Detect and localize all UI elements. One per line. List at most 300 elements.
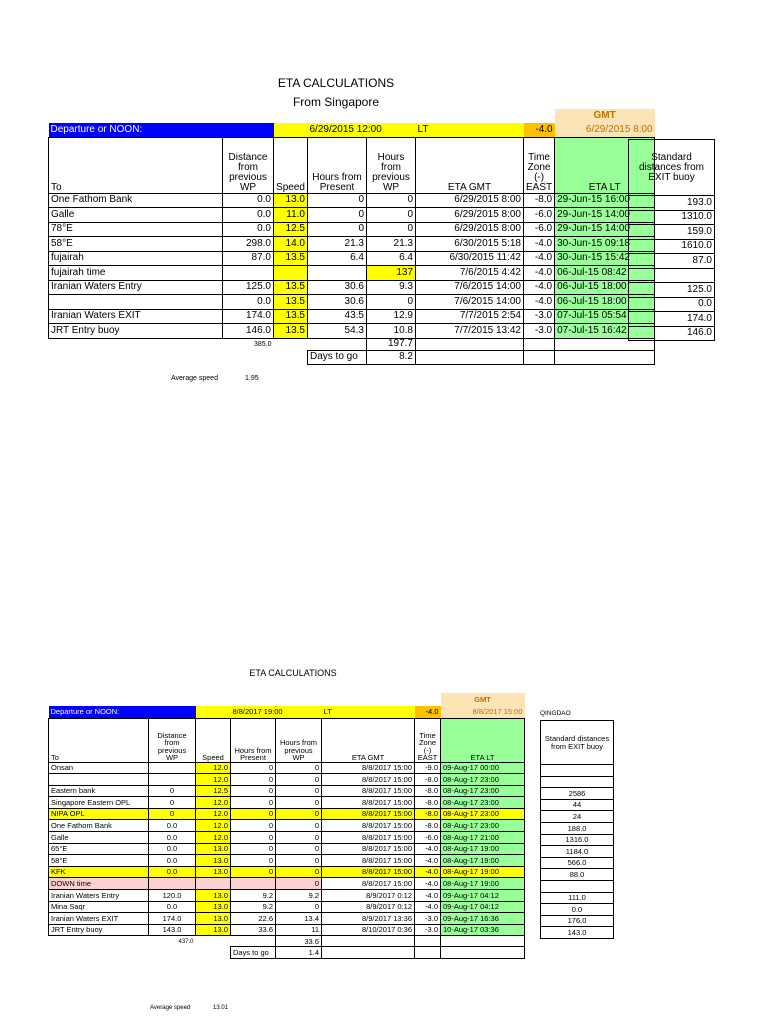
- eta-gmt-cell: 8/8/2017 15:00: [322, 843, 415, 855]
- table-row: [49, 878, 525, 890]
- timezone-cell[interactable]: -9.0: [415, 762, 441, 774]
- speed-cell[interactable]: 14.0: [274, 237, 308, 252]
- hours-wp-cell: 0: [276, 843, 322, 855]
- table-row: [49, 324, 655, 339]
- hours-present-cell: 21.3: [308, 237, 367, 252]
- s2-days-label: Days to go: [231, 947, 276, 959]
- speed-cell[interactable]: 12.0: [196, 832, 231, 844]
- distance-cell[interactable]: 146.0: [223, 324, 274, 339]
- distance-cell[interactable]: [149, 878, 196, 890]
- s2-lt-label: LT: [322, 706, 415, 718]
- waypoint-name[interactable]: [49, 774, 149, 786]
- hours-present-cell: 0: [231, 762, 276, 774]
- s1-departure-tz[interactable]: -4.0: [524, 123, 555, 137]
- hours-wp-cell: 0: [276, 762, 322, 774]
- timezone-cell[interactable]: -4.0: [415, 866, 441, 878]
- s2-col-distance: Distance from previous WP: [149, 718, 196, 762]
- distance-cell[interactable]: [149, 774, 196, 786]
- std-distance-cell[interactable]: 44: [541, 799, 614, 811]
- s1-average-speed-label: Average speed: [171, 375, 218, 382]
- speed-cell[interactable]: 13.5: [274, 295, 308, 310]
- eta-lt-cell: 06-Jul-15 18:00: [555, 280, 655, 295]
- distance-cell[interactable]: 143.0: [149, 924, 196, 936]
- s2-std-header: Standard distances from EXIT buoy: [541, 721, 614, 765]
- s1-col-hours-wp: Hours from previous WP: [367, 137, 416, 193]
- s1-col-eta-lt: ETA LT: [555, 137, 655, 193]
- hours-wp-cell: 0: [276, 855, 322, 867]
- hours-wp-cell: 9.2: [276, 890, 322, 902]
- table-row: [49, 808, 525, 820]
- table-row: [49, 251, 655, 266]
- hours-present-cell: 0: [231, 808, 276, 820]
- distance-cell[interactable]: 0.0: [149, 820, 196, 832]
- hours-wp-cell: 0: [367, 193, 416, 208]
- eta-lt-cell: 29-Jun-15 16:00: [555, 193, 655, 208]
- std-distance-cell[interactable]: 176.0: [541, 915, 614, 927]
- std-distance-cell[interactable]: 159.0: [629, 225, 715, 240]
- eta-gmt-cell: 6/29/2015 8:00: [416, 208, 524, 223]
- s1-std-header: Standard distances from EXIT buoy: [629, 140, 715, 196]
- timezone-cell[interactable]: -4.0: [524, 251, 555, 266]
- eta-gmt-cell: 8/9/2017 13:36: [322, 913, 415, 925]
- eta-gmt-cell: 7/6/2015 14:00: [416, 295, 524, 310]
- timezone-cell[interactable]: -6.0: [524, 208, 555, 223]
- timezone-cell[interactable]: -4.0: [415, 843, 441, 855]
- table-row: [49, 774, 525, 786]
- hours-wp-cell: 0: [276, 901, 322, 913]
- hours-wp-cell[interactable]: 137: [367, 266, 416, 281]
- hours-present-cell: [308, 266, 367, 281]
- table-row: [49, 913, 525, 925]
- eta-lt-cell: 29-Jun-15 14:00: [555, 208, 655, 223]
- timezone-cell[interactable]: -4.0: [415, 890, 441, 902]
- s1-col-to: To: [49, 137, 223, 193]
- speed-cell[interactable]: 12.5: [196, 785, 231, 797]
- s2-average-speed: 13.01: [213, 1005, 229, 1011]
- std-distance-cell[interactable]: 174.0: [629, 312, 715, 327]
- s2-col-hours-present: Hours from Present: [231, 718, 276, 762]
- speed-cell[interactable]: 12.0: [196, 820, 231, 832]
- hours-present-cell: 0: [231, 843, 276, 855]
- timezone-cell[interactable]: -8.0: [415, 785, 441, 797]
- hours-present-cell: 30.6: [308, 295, 367, 310]
- hours-wp-cell: 0: [276, 832, 322, 844]
- distance-cell[interactable]: [223, 266, 274, 281]
- eta-gmt-cell: 6/30/2015 11:42: [416, 251, 524, 266]
- s1-subtitle: From Singapore: [292, 95, 380, 109]
- s2-departure-label: Departure or NOON:: [49, 706, 149, 718]
- s2-days-to-go: 1.4: [276, 947, 322, 959]
- hours-present-cell: 22.6: [231, 913, 276, 925]
- s1-eta-table: [48, 109, 655, 365]
- waypoint-name[interactable]: 78°E: [49, 222, 223, 237]
- s2-standard-distances: [540, 720, 614, 939]
- hours-present-cell: 30.6: [308, 280, 367, 295]
- hours-present-cell: 54.3: [308, 324, 367, 339]
- timezone-cell[interactable]: -8.0: [524, 193, 555, 208]
- speed-cell[interactable]: [274, 266, 308, 281]
- timezone-cell[interactable]: -4.0: [524, 295, 555, 310]
- distance-cell[interactable]: 120.0: [149, 890, 196, 902]
- table-row: [49, 866, 525, 878]
- distance-cell[interactable]: 0: [149, 785, 196, 797]
- table-row: [49, 901, 525, 913]
- waypoint-name[interactable]: 65°E: [49, 843, 149, 855]
- s1-total-hours: 197.7: [367, 338, 416, 350]
- eta-gmt-cell: 7/7/2015 2:54: [416, 309, 524, 324]
- std-distance-cell[interactable]: 87.0: [629, 254, 715, 269]
- hours-present-cell: 9.2: [231, 890, 276, 902]
- timezone-cell[interactable]: -3.0: [415, 913, 441, 925]
- hours-wp-cell: 0: [367, 222, 416, 237]
- waypoint-name[interactable]: fujairah time: [49, 266, 223, 281]
- waypoint-name[interactable]: [49, 295, 223, 310]
- s2-departure-time[interactable]: 8/8/2017 19:00: [231, 706, 322, 718]
- s2-departure-tz[interactable]: -4.0: [415, 706, 441, 718]
- hours-present-cell: 33.6: [231, 924, 276, 936]
- eta-lt-cell: 30-Jun-15 09:18: [555, 237, 655, 252]
- speed-cell[interactable]: 13.0: [196, 855, 231, 867]
- distance-cell[interactable]: 0.0: [149, 855, 196, 867]
- hours-wp-cell: 0: [276, 785, 322, 797]
- waypoint-name[interactable]: Mina Saqr: [49, 901, 149, 913]
- std-distance-cell[interactable]: 125.0: [629, 283, 715, 298]
- s2-total-distance: 437.0: [178, 938, 194, 945]
- hours-wp-cell: 9.3: [367, 280, 416, 295]
- hours-present-cell: 0: [231, 820, 276, 832]
- hours-present-cell: 43.5: [308, 309, 367, 324]
- std-distance-cell[interactable]: [629, 268, 715, 283]
- hours-present-cell: 6.4: [308, 251, 367, 266]
- s1-col-timezone: Time Zone (-) EAST: [524, 137, 555, 193]
- timezone-cell[interactable]: -8.0: [415, 774, 441, 786]
- waypoint-name[interactable]: Iranian Waters EXIT: [49, 309, 223, 324]
- s2-departure-gmt: 8/8/2017 15:00: [441, 706, 525, 718]
- hours-wp-cell: 13.4: [276, 913, 322, 925]
- speed-cell[interactable]: 13.0: [196, 843, 231, 855]
- s1-departure-label: Departure or NOON:: [49, 123, 223, 137]
- waypoint-name[interactable]: JRT Entry buoy: [49, 924, 149, 936]
- std-distance-cell[interactable]: 1610.0: [629, 239, 715, 254]
- s1-col-eta-gmt: ETA GMT: [416, 137, 524, 193]
- eta-gmt-cell: 8/9/2017 0:12: [322, 890, 415, 902]
- s1-col-distance: Distance from previous WP: [223, 137, 274, 193]
- speed-cell[interactable]: 13.0: [196, 901, 231, 913]
- eta-gmt-cell: 7/6/2015 14:00: [416, 280, 524, 295]
- table-row: [49, 193, 655, 208]
- eta-lt-cell: 08-Aug-17 23:00: [441, 774, 525, 786]
- s2-rows: [49, 762, 525, 936]
- s1-gmt-label: GMT: [555, 109, 655, 123]
- distance-cell[interactable]: 174.0: [149, 913, 196, 925]
- timezone-cell[interactable]: -4.0: [524, 280, 555, 295]
- std-distance-cell[interactable]: 193.0: [629, 196, 715, 211]
- speed-cell[interactable]: 13.5: [274, 251, 308, 266]
- eta-gmt-cell: 8/8/2017 15:00: [322, 832, 415, 844]
- std-distance-cell[interactable]: 88.0: [541, 869, 614, 881]
- hours-wp-cell: 11: [276, 924, 322, 936]
- std-distance-cell[interactable]: 1310.0: [629, 210, 715, 225]
- std-distance-cell[interactable]: 1316.0: [541, 834, 614, 846]
- distance-cell[interactable]: 0: [149, 797, 196, 809]
- timezone-cell[interactable]: -8.0: [415, 808, 441, 820]
- s2-average-speed-label: Average speed: [150, 1005, 191, 1011]
- hours-wp-cell: 0: [367, 295, 416, 310]
- std-distance-cell[interactable]: [541, 880, 614, 892]
- distance-cell[interactable]: 298.0: [223, 237, 274, 252]
- table-row: [49, 924, 525, 936]
- hours-wp-cell: 0: [276, 808, 322, 820]
- timezone-cell[interactable]: -3.0: [524, 309, 555, 324]
- eta-gmt-cell: 8/9/2017 0:12: [322, 901, 415, 913]
- speed-cell[interactable]: 12.0: [196, 762, 231, 774]
- std-distance-cell[interactable]: 1184.0: [541, 846, 614, 858]
- table-row: [49, 855, 525, 867]
- distance-cell[interactable]: 87.0: [223, 251, 274, 266]
- hours-present-cell: [231, 878, 276, 890]
- hours-present-cell: 0: [231, 832, 276, 844]
- speed-cell[interactable]: 12.0: [196, 774, 231, 786]
- eta-lt-cell: 07-Jul-15 05:54: [555, 309, 655, 324]
- eta-lt-cell: 08-Aug-17 23:00: [441, 808, 525, 820]
- timezone-cell[interactable]: -3.0: [524, 324, 555, 339]
- speed-cell[interactable]: 13.0: [196, 924, 231, 936]
- std-distance-cell[interactable]: 0.0: [629, 297, 715, 312]
- s2-col-eta-lt: ETA LT: [441, 718, 525, 762]
- waypoint-name[interactable]: Iranian Waters Entry: [49, 890, 149, 902]
- speed-cell[interactable]: [196, 878, 231, 890]
- speed-cell[interactable]: 13.5: [274, 280, 308, 295]
- s2-col-speed: Speed: [196, 718, 231, 762]
- hours-present-cell: 0: [231, 785, 276, 797]
- eta-gmt-cell: 8/8/2017 15:00: [322, 797, 415, 809]
- eta-lt-cell: 29-Jun-15 14:00: [555, 222, 655, 237]
- hours-wp-cell: 0: [276, 866, 322, 878]
- eta-lt-cell: 08-Aug-17 23:00: [441, 820, 525, 832]
- timezone-cell[interactable]: -4.0: [415, 878, 441, 890]
- s2-total-hours: 33.6: [276, 936, 322, 947]
- waypoint-name[interactable]: JRT Entry buoy: [49, 324, 223, 339]
- eta-gmt-cell: 7/6/2015 4:42: [416, 266, 524, 281]
- eta-lt-cell: 08-Aug-17 21:00: [441, 832, 525, 844]
- s1-col-hours-present: Hours from Present: [308, 137, 367, 193]
- table-row: [49, 309, 655, 324]
- eta-gmt-cell: 8/8/2017 15:00: [322, 785, 415, 797]
- speed-cell[interactable]: 13.5: [274, 309, 308, 324]
- hours-present-cell: 0: [231, 855, 276, 867]
- distance-cell[interactable]: 0: [149, 808, 196, 820]
- speed-cell[interactable]: 12.5: [274, 222, 308, 237]
- waypoint-name[interactable]: Galle: [49, 832, 149, 844]
- hours-present-cell: 0: [231, 866, 276, 878]
- distance-cell[interactable]: 0.0: [149, 832, 196, 844]
- hours-wp-cell: 0: [276, 774, 322, 786]
- s2-eta-table: [48, 693, 525, 959]
- eta-lt-cell: 08-Aug-17 19:00: [441, 866, 525, 878]
- hours-wp-cell: 6.4: [367, 251, 416, 266]
- s1-lt-label: LT: [416, 123, 524, 137]
- waypoint-name[interactable]: Iranian Waters EXIT: [49, 913, 149, 925]
- distance-cell[interactable]: 0.0: [223, 208, 274, 223]
- eta-lt-cell: 08-Aug-17 23:00: [441, 797, 525, 809]
- speed-cell[interactable]: 13.0: [196, 866, 231, 878]
- hours-wp-cell: 12.9: [367, 309, 416, 324]
- table-row: [49, 843, 525, 855]
- eta-lt-cell: 06-Jul-15 18:00: [555, 295, 655, 310]
- waypoint-name[interactable]: One Fathom Bank: [49, 193, 223, 208]
- table-row: [49, 208, 655, 223]
- speed-cell[interactable]: 11.0: [274, 208, 308, 223]
- eta-lt-cell: 08-Aug-17 19:00: [441, 843, 525, 855]
- eta-gmt-cell: 8/8/2017 15:00: [322, 878, 415, 890]
- s2-place-label: QINGDAO: [540, 710, 571, 717]
- waypoint-name[interactable]: KFK: [49, 866, 149, 878]
- eta-gmt-cell: 8/8/2017 15:00: [322, 808, 415, 820]
- distance-cell[interactable]: 125.0: [223, 280, 274, 295]
- table-row: [49, 890, 525, 902]
- timezone-cell[interactable]: -4.0: [415, 901, 441, 913]
- s1-rows: [49, 193, 655, 338]
- distance-cell[interactable]: 174.0: [223, 309, 274, 324]
- std-distance-cell[interactable]: [541, 776, 614, 788]
- eta-gmt-cell: 8/8/2017 15:00: [322, 774, 415, 786]
- s1-col-speed: Speed: [274, 137, 308, 193]
- std-distance-cell[interactable]: 24: [541, 811, 614, 823]
- s2-col-to: To: [49, 718, 149, 762]
- s1-total-distance: 385.0: [253, 340, 272, 348]
- std-distance-cell[interactable]: 0.0: [541, 904, 614, 916]
- hours-present-cell: 0: [308, 193, 367, 208]
- std-distance-cell[interactable]: 143.0: [541, 927, 614, 939]
- speed-cell[interactable]: 13.0: [274, 193, 308, 208]
- eta-gmt-cell: 8/8/2017 15:00: [322, 762, 415, 774]
- waypoint-name[interactable]: 58°E: [49, 855, 149, 867]
- table-row: [49, 295, 655, 310]
- std-distance-cell[interactable]: [541, 765, 614, 777]
- distance-cell[interactable]: 0.0: [223, 193, 274, 208]
- speed-cell[interactable]: 13.0: [196, 913, 231, 925]
- distance-cell[interactable]: [149, 762, 196, 774]
- timezone-cell[interactable]: -8.0: [415, 820, 441, 832]
- std-distance-cell[interactable]: 566.0: [541, 857, 614, 869]
- hours-wp-cell: 0: [276, 820, 322, 832]
- s2-col-eta-gmt: ETA GMT: [322, 718, 415, 762]
- eta-lt-cell: 08-Aug-17 19:00: [441, 855, 525, 867]
- eta-gmt-cell: 8/8/2017 15:00: [322, 855, 415, 867]
- eta-gmt-cell: 6/29/2015 8:00: [416, 193, 524, 208]
- eta-lt-cell: 06-Jul-15 08:42: [555, 266, 655, 281]
- waypoint-name[interactable]: Onsan: [49, 762, 149, 774]
- distance-cell[interactable]: 0.0: [149, 843, 196, 855]
- waypoint-name[interactable]: Galle: [49, 208, 223, 223]
- timezone-cell[interactable]: -4.0: [415, 855, 441, 867]
- eta-lt-cell: 09-Aug-17 04:12: [441, 901, 525, 913]
- timezone-cell[interactable]: -8.0: [415, 797, 441, 809]
- s2-col-hours-wp: Hours from previous WP: [276, 718, 322, 762]
- hours-wp-cell[interactable]: 0: [276, 878, 322, 890]
- s1-average-speed: 1.95: [245, 375, 259, 382]
- s1-departure-time[interactable]: 6/29/2015 12:00: [308, 123, 416, 137]
- s1-departure-gmt: 6/29/2015 8:00: [555, 123, 655, 137]
- eta-lt-cell: 08-Aug-17 23:00: [441, 785, 525, 797]
- speed-cell[interactable]: 13.5: [274, 324, 308, 339]
- waypoint-name[interactable]: fujairah: [49, 251, 223, 266]
- hours-present-cell: 0: [231, 774, 276, 786]
- distance-cell[interactable]: 0.0: [223, 295, 274, 310]
- waypoint-name[interactable]: Eastern bank: [49, 785, 149, 797]
- hours-wp-cell: 0: [276, 797, 322, 809]
- hours-present-cell: 9.2: [231, 901, 276, 913]
- waypoint-name[interactable]: DOWN time: [49, 878, 149, 890]
- timezone-cell[interactable]: -4.0: [524, 237, 555, 252]
- s2-title: ETA CALCULATIONS: [249, 668, 337, 678]
- eta-lt-cell: 30-Jun-15 15:42: [555, 251, 655, 266]
- hours-wp-cell: 10.8: [367, 324, 416, 339]
- waypoint-name[interactable]: Singapore Eastern OPL: [49, 797, 149, 809]
- waypoint-name[interactable]: NIPA OPL: [49, 808, 149, 820]
- waypoint-name[interactable]: 58°E: [49, 237, 223, 252]
- std-distance-cell[interactable]: 111.0: [541, 892, 614, 904]
- eta-gmt-cell: 8/8/2017 15:00: [322, 820, 415, 832]
- table-row: [49, 762, 525, 774]
- eta-lt-cell: 09-Aug-17 04:12: [441, 890, 525, 902]
- distance-cell[interactable]: 0.0: [223, 222, 274, 237]
- table-row: [49, 797, 525, 809]
- table-row: [49, 266, 655, 281]
- hours-wp-cell: 21.3: [367, 237, 416, 252]
- std-distance-cell[interactable]: 146.0: [629, 326, 715, 341]
- s1-title: ETA CALCULATIONS: [277, 76, 395, 90]
- s1-days-label: Days to go: [308, 350, 367, 364]
- hours-present-cell: 0: [231, 797, 276, 809]
- s2-col-timezone: Time Zone (-) EAST: [415, 718, 441, 762]
- timezone-cell[interactable]: -6.0: [524, 222, 555, 237]
- speed-cell[interactable]: 12.0: [196, 797, 231, 809]
- table-row: [49, 222, 655, 237]
- std-distance-cell[interactable]: 188.0: [541, 822, 614, 834]
- s2-gmt-label: GMT: [441, 693, 525, 706]
- table-row: [49, 280, 655, 295]
- std-distance-cell[interactable]: 2586: [541, 788, 614, 800]
- eta-gmt-cell: 8/8/2017 15:00: [322, 866, 415, 878]
- eta-lt-cell: 07-Jul-15 16:42: [555, 324, 655, 339]
- eta-lt-cell: 09-Aug-17 00:00: [441, 762, 525, 774]
- waypoint-name[interactable]: One Fathom Bank: [49, 820, 149, 832]
- hours-present-cell: 0: [308, 222, 367, 237]
- table-row: [49, 832, 525, 844]
- distance-cell[interactable]: 0.0: [149, 901, 196, 913]
- distance-cell[interactable]: 0.0: [149, 866, 196, 878]
- speed-cell[interactable]: 12.0: [196, 808, 231, 820]
- eta-gmt-cell: 7/7/2015 13:42: [416, 324, 524, 339]
- timezone-cell[interactable]: -6.0: [415, 832, 441, 844]
- eta-gmt-cell: 6/29/2015 8:00: [416, 222, 524, 237]
- table-row: [49, 785, 525, 797]
- s1-standard-distances: [628, 139, 715, 341]
- speed-cell[interactable]: 13.0: [196, 890, 231, 902]
- eta-lt-cell: 09-Aug-17 16:36: [441, 913, 525, 925]
- waypoint-name[interactable]: Iranian Waters Entry: [49, 280, 223, 295]
- timezone-cell[interactable]: -4.0: [524, 266, 555, 281]
- eta-gmt-cell: 8/10/2017 0:36: [322, 924, 415, 936]
- table-row: [49, 820, 525, 832]
- eta-lt-cell: 10-Aug-17 03:36: [441, 924, 525, 936]
- s1-days-to-go: 8.2: [367, 350, 416, 364]
- timezone-cell[interactable]: -3.0: [415, 924, 441, 936]
- hours-present-cell: 0: [308, 208, 367, 223]
- table-row: [49, 237, 655, 252]
- eta-lt-cell: 08-Aug-17 19:00: [441, 878, 525, 890]
